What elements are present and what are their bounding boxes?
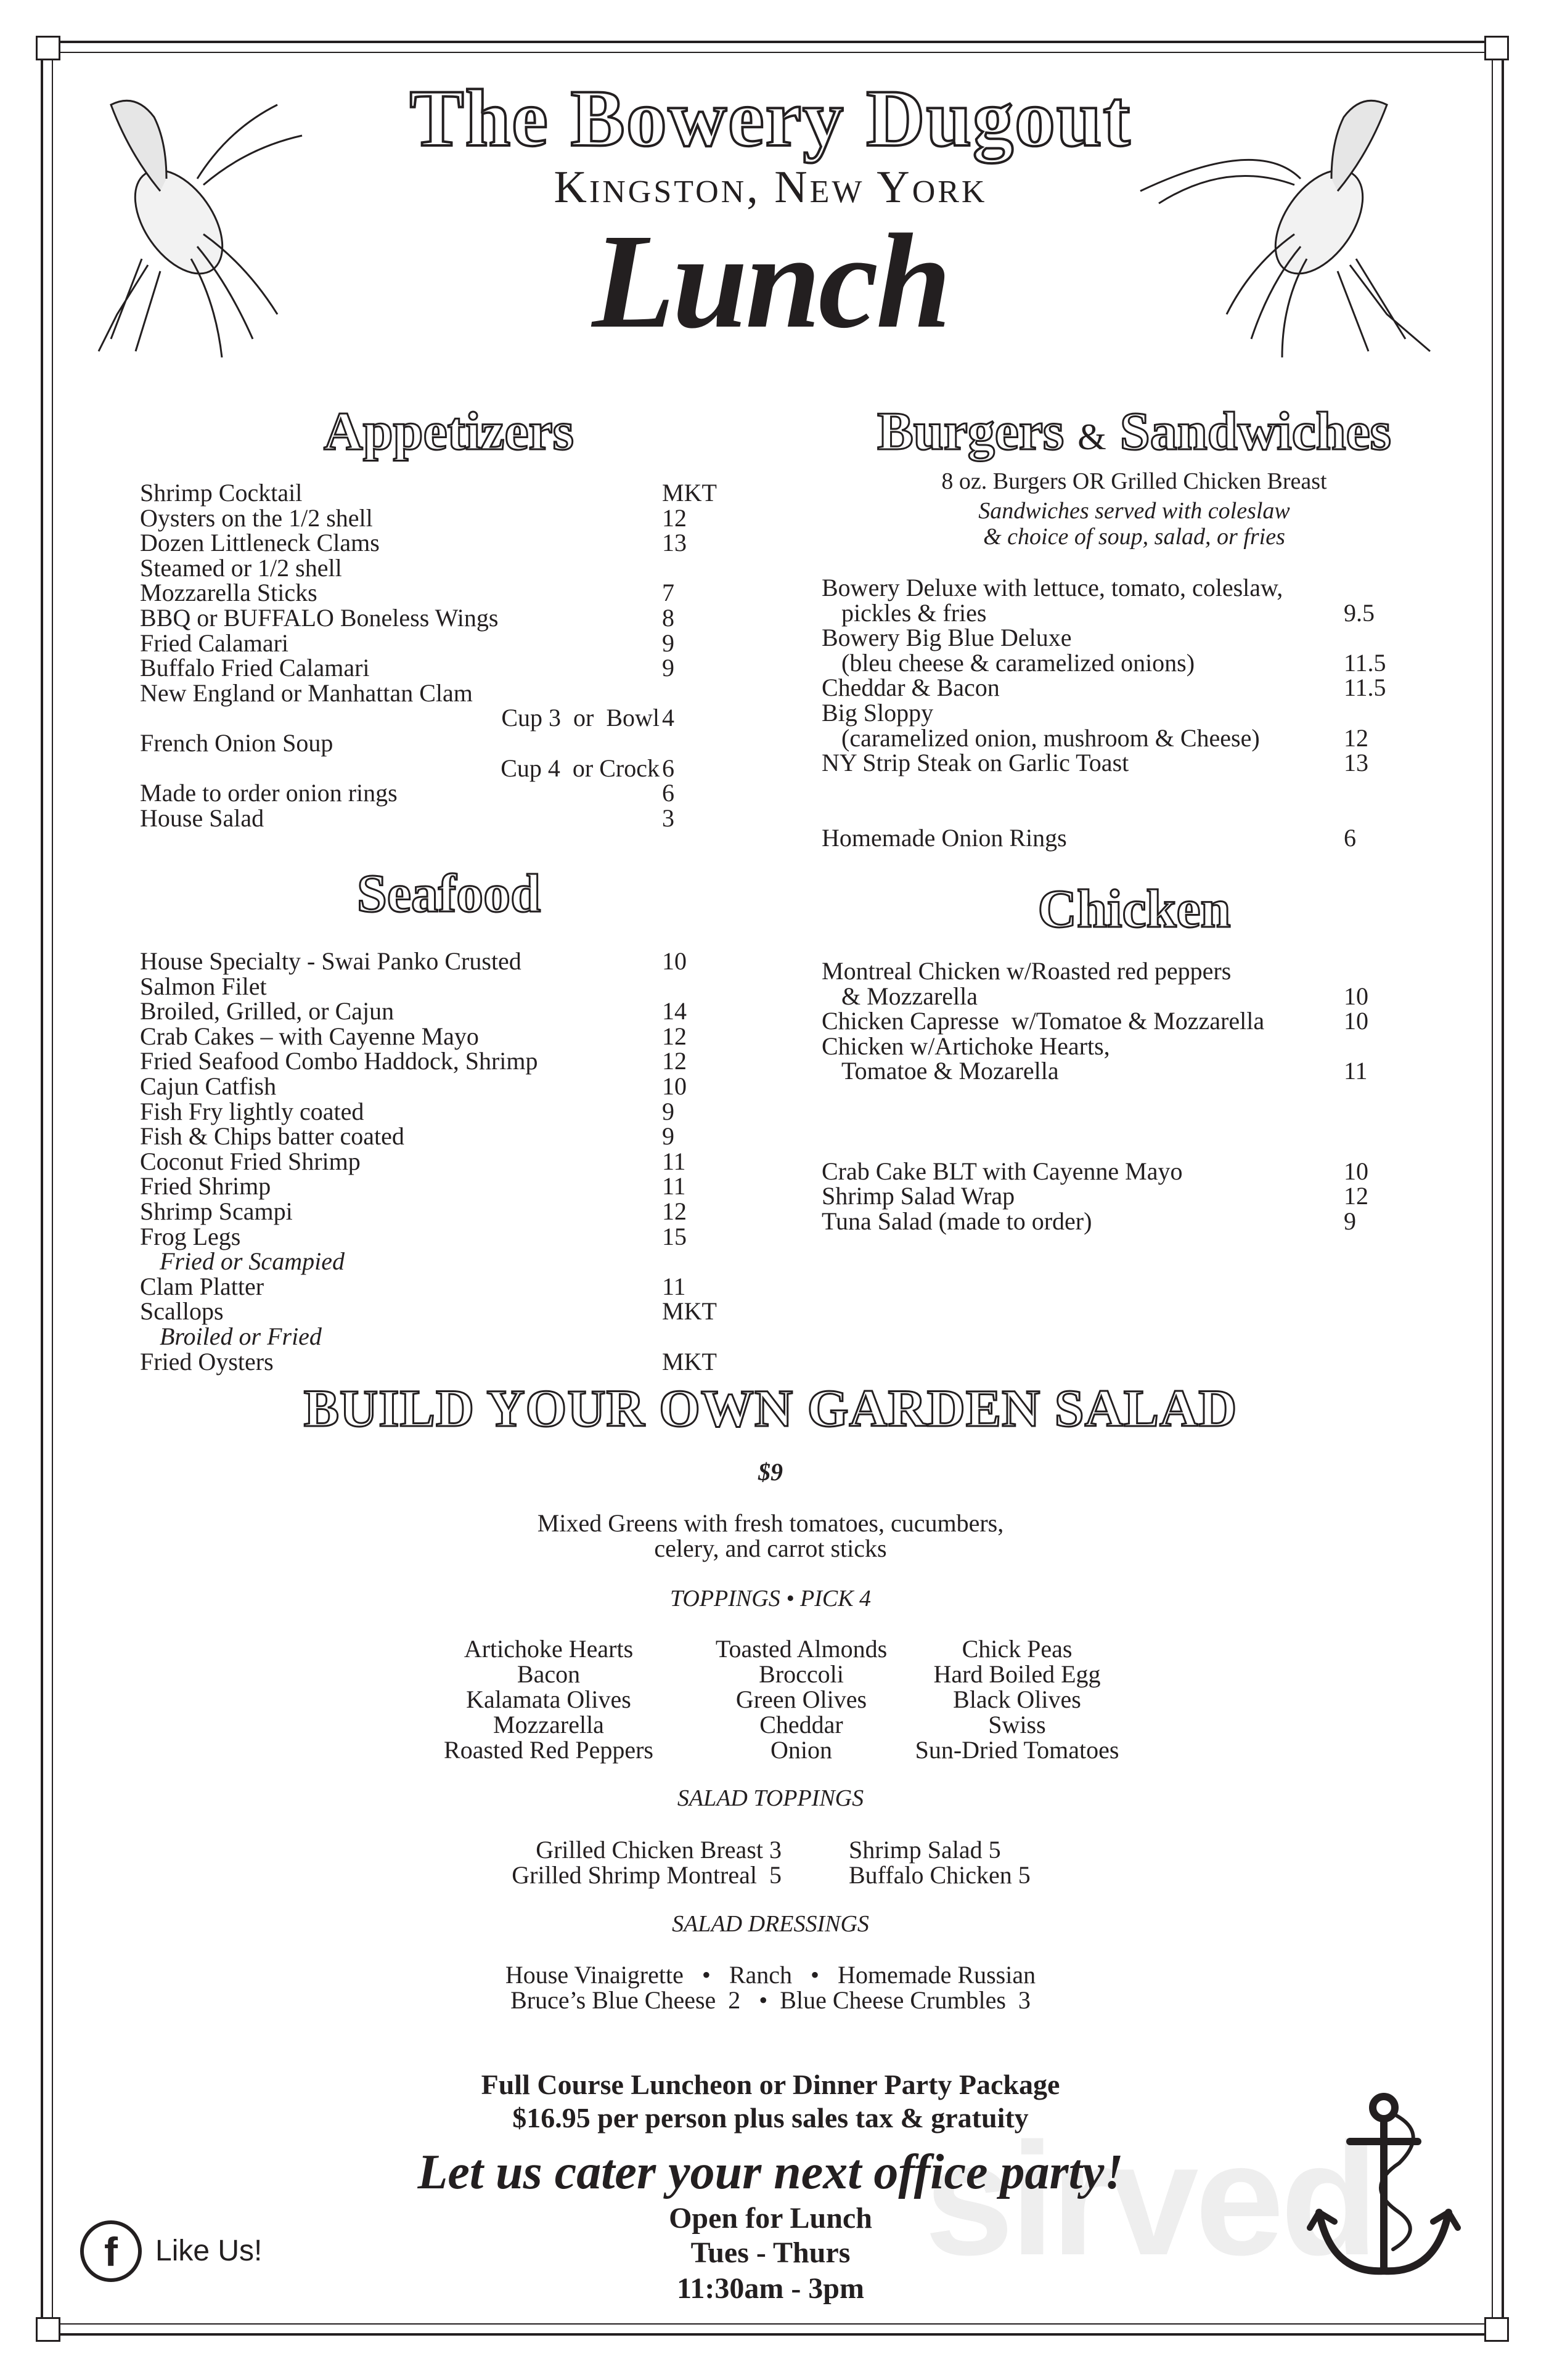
menu-item-name: Bowery Deluxe with lettuce, tomato, coleslaw,: [822, 574, 1283, 601]
menu-item-price: 9: [662, 1122, 674, 1151]
menu-item-price: 14: [662, 997, 687, 1025]
border-corner: [36, 2317, 60, 2342]
salad-toppings-label: SALAD TOPPINGS: [677, 1785, 864, 1811]
menu-item-name: Fried or Scampied: [160, 1247, 345, 1276]
menu-item-name: New England or Manhattan Clam: [140, 679, 473, 707]
menu-item-name: Scallops: [140, 1297, 224, 1326]
restaurant-location: Kingston, New York: [554, 162, 987, 213]
menu-item-price: 13: [662, 529, 687, 557]
menu-item: [140, 949, 732, 974]
menu-item: [140, 1024, 732, 1049]
menu-item-price: 7: [662, 579, 674, 607]
menu-item: [822, 751, 1438, 776]
menu-item: [822, 801, 1438, 826]
menu-item-name: Salmon Filet: [140, 972, 267, 1000]
menu-item-price: 11: [662, 1147, 686, 1175]
menu-item-price: MKT: [662, 1347, 717, 1375]
salad-dressings-label: SALAD DRESSINGS: [672, 1911, 869, 1937]
heading-burgers: Burgers: [877, 402, 1065, 462]
salad-topping-item: Shrimp Salad 5: [849, 1836, 1001, 1864]
menu-item: [822, 675, 1438, 701]
menu-item: [822, 698, 1438, 727]
menu-item-name: Shrimp Cocktail: [140, 479, 303, 507]
salad-topping-item: Buffalo Chicken 5: [849, 1861, 1031, 1889]
topping-option: Cheddar: [759, 1711, 843, 1738]
menu-item: [140, 581, 732, 606]
menu-item-name: Montreal Chicken w/Roasted red peppers: [822, 957, 1232, 985]
menu-item-name: Fried Shrimp: [140, 1172, 271, 1200]
topping-option: Onion: [770, 1736, 832, 1764]
menu-item: [140, 1174, 732, 1199]
menu-item-name: Broiled, Grilled, or Cajun: [140, 997, 394, 1025]
menu-item-price: 6: [662, 754, 674, 782]
menu-item-price: MKT: [662, 479, 717, 507]
salad-topping-item: Grilled Shrimp Montreal 5: [512, 1861, 782, 1889]
menu-item-price: 11: [662, 1172, 686, 1200]
menu-item: [822, 626, 1438, 651]
menu-item-price: 9.5: [1344, 598, 1375, 627]
menu-item-name: Fried Oysters: [140, 1347, 274, 1375]
menu-item-price: 11: [1344, 1057, 1368, 1085]
menu-item-name: (bleu cheese & caramelized onions): [841, 648, 1195, 677]
border-corner: [1484, 2317, 1509, 2342]
toppings-label: TOPPINGS • PICK 4: [669, 1586, 872, 1612]
party-package-line2: $16.95 per person plus sales tax & gratuity: [512, 2102, 1029, 2133]
menu-item: [822, 1209, 1438, 1234]
menu-item: [140, 1124, 732, 1149]
menu-item-name: Crab Cakes – with Cayenne Mayo: [140, 1022, 479, 1050]
salad-price: $9: [758, 1458, 783, 1486]
menu-item-name: Cup 4 or Crock: [501, 754, 660, 782]
salad-description-line2: celery, and carrot sticks: [654, 1534, 887, 1562]
catering-tagline: Let us cater your next office party!: [417, 2145, 1124, 2199]
menu-item-name: pickles & fries: [841, 598, 987, 627]
heading-ampersand: &: [1077, 417, 1106, 457]
menu-item-name: Homemade Onion Rings: [822, 823, 1067, 852]
menu-item: [822, 776, 1438, 801]
sandwiches-note-line1: Sandwiches served with coleslaw: [978, 498, 1290, 524]
menu-item: [140, 974, 732, 1000]
topping-option: Chick Peas: [962, 1635, 1073, 1663]
appetizers-heading: Appetizers: [324, 402, 574, 462]
menu-item: [140, 1049, 732, 1074]
menu-item-name: Coconut Fried Shrimp: [140, 1147, 361, 1175]
menu-item-name: & Mozzarella: [841, 982, 978, 1010]
topping-option: Broccoli: [759, 1660, 844, 1688]
menu-item-name: Cheddar & Bacon: [822, 674, 1000, 702]
topping-option: Swiss: [988, 1711, 1046, 1738]
burgers-subtitle: 8 oz. Burgers OR Grilled Chicken Breast: [941, 468, 1327, 494]
menu-item: [140, 706, 732, 731]
menu-item-name: (caramelized onion, mushroom & Cheese): [841, 723, 1260, 752]
menu-item-price: 12: [662, 1022, 687, 1050]
menu-item: [140, 1199, 732, 1225]
menu-item-price: 6: [1344, 823, 1356, 852]
menu-item: [822, 1184, 1438, 1209]
menu-item: [140, 1099, 732, 1125]
menu-item: [140, 1274, 732, 1300]
menu-item: [140, 1149, 732, 1175]
menu-item-name: French Onion Soup: [140, 728, 333, 757]
menu-item-price: MKT: [662, 1297, 717, 1326]
menu-item: [140, 503, 732, 532]
sirved-watermark: sirved: [925, 2110, 1375, 2289]
menu-item: [140, 756, 732, 781]
menu-item: [140, 1222, 732, 1250]
menu-item-name: Buffalo Fried Calamari: [140, 654, 370, 682]
topping-option: Bacon: [517, 1660, 581, 1688]
chicken-list: [822, 959, 1438, 1234]
menu-item-price: 9: [662, 654, 674, 682]
dressings-line2: Bruce’s Blue Cheese 2 • Blue Cheese Crumbles 3: [510, 1986, 1031, 2014]
salad-topping-item: Grilled Chicken Breast 3: [536, 1836, 782, 1864]
menu-item-name: Mozzarella Sticks: [140, 579, 317, 607]
menu-title: Lunch: [592, 206, 949, 356]
menu-item-name: Fried Seafood Combo Haddock, Shrimp: [140, 1047, 538, 1075]
menu-item-name: Chicken w/Artichoke Hearts,: [822, 1032, 1110, 1060]
menu-item: [822, 1109, 1438, 1135]
menu-item-name: Broiled or Fried: [160, 1322, 322, 1350]
menu-item: [140, 999, 732, 1024]
menu-item-name: Made to order onion rings: [140, 779, 398, 807]
menu-item: [140, 728, 732, 757]
menu-item-price: 12: [1344, 723, 1368, 752]
menu-item-name: Crab Cake BLT with Cayenne Mayo: [822, 1157, 1183, 1185]
topping-option: Green Olives: [735, 1685, 867, 1713]
burgers-sandwiches-heading: [826, 401, 1442, 463]
menu-item: [822, 823, 1438, 852]
menu-item: [140, 531, 732, 556]
menu-item-name: NY Strip Steak on Garlic Toast: [822, 749, 1129, 777]
menu-item-price: 8: [662, 603, 674, 632]
menu-item-name: Shrimp Scampi: [140, 1197, 293, 1225]
menu-item: [822, 1159, 1438, 1184]
menu-item-price: 3: [662, 804, 674, 832]
salad-description-line1: Mixed Greens with fresh tomatoes, cucumbers,: [537, 1509, 1004, 1537]
burgers-list: [822, 576, 1438, 851]
menu-item: [822, 959, 1438, 984]
menu-item-name: Fried Calamari: [140, 629, 289, 657]
topping-option: Black Olives: [953, 1685, 1081, 1713]
menu-item: [822, 984, 1438, 1009]
menu-item-name: Tomatoe & Mozarella: [841, 1057, 1059, 1085]
menu-item-name: BBQ or BUFFALO Boneless Wings: [140, 603, 499, 632]
topping-option: Roasted Red Peppers: [444, 1736, 653, 1764]
menu-item-name: Oysters on the 1/2 shell: [140, 503, 373, 532]
menu-item: [140, 1324, 732, 1350]
menu-item: [140, 631, 732, 656]
menu-item: [140, 1249, 732, 1274]
menu-item-name: Cajun Catfish: [140, 1072, 277, 1100]
menu-item-price: 6: [662, 779, 674, 807]
menu-item-price: 10: [662, 947, 687, 975]
menu-item: [140, 481, 732, 506]
hours-line3: 11:30am - 3pm: [677, 2272, 864, 2305]
menu-item: [140, 1074, 732, 1099]
menu-item: [140, 1299, 732, 1324]
menu-item-price: 10: [662, 1072, 687, 1100]
menu-item-price: 12: [1344, 1182, 1368, 1210]
menu-item-name: House Salad: [140, 804, 264, 832]
menu-item-name: House Specialty - Swai Panko Crusted: [140, 947, 521, 975]
menu-item-name: Fish Fry lightly coated: [140, 1097, 364, 1125]
menu-item-price: 13: [1344, 749, 1368, 777]
menu-item-price: 12: [662, 1197, 687, 1225]
menu-item: [822, 1084, 1438, 1109]
menu-item: [822, 1009, 1438, 1034]
menu-item-price: 9: [1344, 1207, 1356, 1235]
appetizers-list: [140, 481, 732, 831]
heading-sandwiches: Sandwiches: [1119, 402, 1391, 462]
menu-item-name: Clam Platter: [140, 1272, 264, 1300]
topping-option: Mozzarella: [493, 1711, 604, 1738]
menu-item-name: Tuna Salad (made to order): [822, 1207, 1092, 1235]
hours-line1: Open for Lunch: [669, 2202, 872, 2235]
topping-option: Hard Boiled Egg: [933, 1660, 1101, 1688]
menu-item-price: 9: [662, 1097, 674, 1125]
menu-item: [822, 723, 1438, 752]
menu-item-price: 11: [662, 1272, 686, 1300]
menu-item: [140, 806, 732, 831]
menu-item-name: Dozen Littleneck Clams: [140, 529, 380, 557]
party-package-line1: Full Course Luncheon or Dinner Party Package: [481, 2069, 1060, 2100]
menu-item: [140, 781, 732, 806]
border-corner: [1484, 36, 1509, 60]
menu-item-price: 9: [662, 629, 674, 657]
menu-item: [822, 1059, 1438, 1084]
menu-item: [140, 553, 732, 582]
menu-item: [140, 603, 732, 632]
restaurant-name: The Bowery Dugout: [409, 73, 1132, 163]
menu-item-name: Steamed or 1/2 shell: [140, 553, 342, 582]
menu-item-name: Chicken Capresse w/Tomatoe & Mozzarella: [822, 1007, 1265, 1035]
dressings-line1: House Vinaigrette • Ranch • Homemade Russian: [505, 1961, 1036, 1989]
menu-item-name: Shrimp Salad Wrap: [822, 1182, 1015, 1210]
menu-item-price: 4: [662, 704, 674, 732]
facebook-icon[interactable]: f: [80, 2220, 142, 2282]
seafood-list: [140, 949, 732, 1374]
menu-item: [822, 648, 1438, 677]
topping-option: Sun-Dried Tomatoes: [915, 1736, 1119, 1764]
menu-item-name: Cup 3 or Bowl: [501, 704, 660, 732]
menu-item: [140, 1347, 732, 1375]
border-corner: [36, 36, 60, 60]
topping-option: Kalamata Olives: [466, 1685, 631, 1713]
menu-item: [822, 1134, 1438, 1159]
menu-item: [822, 576, 1438, 601]
menu-item-price: 10: [1344, 1007, 1368, 1035]
like-us-link[interactable]: Like Us!: [155, 2235, 263, 2267]
menu-item: [140, 656, 732, 681]
menu-item-name: Bowery Big Blue Deluxe: [822, 624, 1072, 652]
menu-item-price: 12: [662, 503, 687, 532]
menu-item-name: Frog Legs: [140, 1222, 241, 1250]
menu-item-price: 11.5: [1344, 648, 1386, 677]
chicken-heading: Chicken: [1037, 879, 1231, 939]
menu-item-price: 11.5: [1344, 674, 1386, 702]
menu-item-name: Fish & Chips batter coated: [140, 1122, 404, 1151]
menu-item-price: 10: [1344, 982, 1368, 1010]
menu-item-price: 15: [662, 1222, 687, 1250]
menu-item: [822, 598, 1438, 627]
garden-salad-heading: BUILD YOUR OWN GARDEN SALAD: [303, 1379, 1238, 1438]
hours-line2: Tues - Thurs: [690, 2236, 851, 2269]
menu-item-price: 10: [1344, 1157, 1368, 1185]
topping-option: Artichoke Hearts: [464, 1635, 634, 1663]
sandwiches-note-line2: & choice of soup, salad, or fries: [983, 524, 1285, 550]
anchor-icon: [1307, 2089, 1461, 2286]
menu-item-name: Big Sloppy: [822, 698, 934, 727]
menu-item: [822, 1034, 1438, 1059]
menu-item-price: 12: [662, 1047, 687, 1075]
seafood-heading: Seafood: [356, 864, 541, 924]
topping-option: Toasted Almonds: [715, 1635, 888, 1663]
menu-item: [140, 681, 732, 706]
